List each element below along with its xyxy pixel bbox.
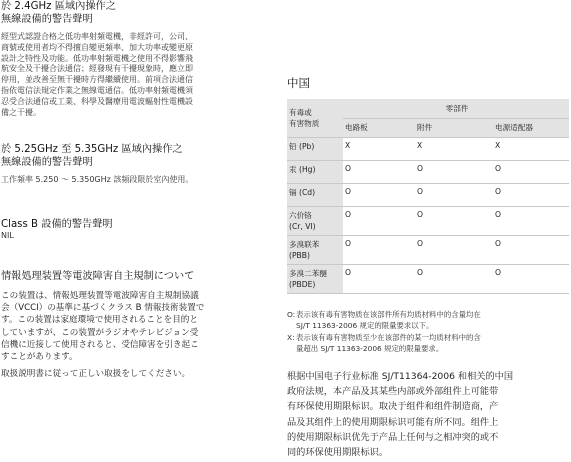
note-text — [296, 333, 481, 354]
table-row — [287, 264, 569, 293]
substance-cell — [287, 235, 343, 264]
presence-cell: O — [343, 206, 415, 235]
body-line: 備之干擾。 — [1, 107, 41, 117]
section-heading: 情報処理装置等電波障害自主規制について — [1, 271, 195, 282]
china-eco-paragraph — [287, 369, 569, 460]
body-line: 航安全及干擾合法通信；經發現有干擾現象時，應立即 — [1, 64, 193, 74]
table-header-substance — [287, 99, 343, 137]
body-line: 停用，並改善至無干擾時方得繼續使用。前項合法通信 — [1, 75, 193, 85]
note-x — [287, 333, 569, 354]
section-heading: 於 2.4GHz 區域內操作之 — [1, 1, 116, 12]
china-title: 中国 — [287, 76, 310, 90]
section-heading: Class B 設備的警告聲明 — [1, 219, 113, 230]
paragraph-line: 根据中国电子行业标准 SJ/T11364-2006 和相关的中国 — [287, 371, 514, 382]
body-line: していますが、この装置がラジオやテレビジョン受 — [1, 327, 199, 338]
presence-cell: X — [343, 137, 415, 160]
header-line: 有毒或 — [289, 107, 312, 117]
section-body — [1, 290, 273, 363]
paragraph-line: 品及其组件上的使用期限标识可能有所不同。组件上 — [287, 416, 499, 428]
table-header-part: 电路板 — [343, 118, 415, 137]
hazardous-substances-table — [287, 99, 569, 294]
section-tail: 取扱説明書に従って正しい取扱をしてください。 — [1, 369, 191, 380]
class-b-section — [1, 218, 273, 242]
note-key: X: — [287, 333, 295, 342]
presence-cell: O — [493, 264, 569, 293]
body-line: この装置は、情報処理装置等電波障害自主規制協議 — [1, 291, 199, 301]
table-row — [287, 137, 569, 160]
paragraph-line: 政府法规，本产品及其某些内部或外部组件上可能带 — [287, 386, 499, 398]
note-line: 表示该有毒有害物质至少在该部件的某一均质材料中的含 — [296, 333, 481, 342]
note-o — [287, 310, 569, 331]
note-text — [296, 310, 481, 331]
paragraph-line: 有环保使用期限标识。取决于组件和组件制造商，产 — [287, 401, 499, 413]
body-line: 会（VCCI）の基準に基づくクラス B 情報技術装置で — [1, 303, 205, 314]
substance-line: (Cr, VI) — [289, 221, 316, 231]
presence-cell: O — [493, 235, 569, 264]
presence-cell: O — [343, 183, 415, 206]
substance-cell — [287, 206, 343, 235]
table-row — [287, 235, 569, 264]
taiwan-2-4ghz-section — [1, 0, 273, 118]
presence-cell: O — [415, 235, 493, 264]
body-line: 商號或使用者均不得擅自變更頻率、加大功率或變更原 — [1, 42, 193, 52]
body-line: 忍受合法通信或工業、科學及醫療用電波輻射性電機設 — [1, 96, 193, 106]
section-heading: 無線設備的警告聲明 — [1, 157, 93, 168]
section-body: NIL — [1, 231, 14, 240]
presence-cell: O — [415, 264, 493, 293]
note-line: 量超出 SJ/T 11363-2006 规定的限量要求。 — [296, 343, 444, 353]
substance-line: 汞 (Hg) — [289, 164, 316, 174]
substance-cell — [287, 137, 343, 160]
table-header-part: 附件 — [415, 118, 493, 137]
table-header-part: 电源适配器 — [493, 118, 569, 137]
presence-cell: O — [493, 160, 569, 183]
substance-line: 多溴二苯醚 — [289, 268, 327, 278]
body-line: 指依電信法規定作業之無線電通信。低功率射頻電機須 — [1, 85, 193, 95]
table-row — [287, 206, 569, 235]
substance-line: 六价铬 — [289, 210, 312, 220]
presence-cell: O — [343, 235, 415, 264]
body-line: 設計之特性及功能。低功率射頻電機之使用不得影響飛 — [1, 53, 193, 63]
vcci-section — [1, 270, 273, 380]
presence-cell: O — [415, 160, 493, 183]
substance-line: 铅 (Pb) — [289, 141, 315, 151]
presence-cell: O — [343, 264, 415, 293]
presence-cell: O — [493, 183, 569, 206]
body-line: すことがあります。 — [1, 352, 78, 363]
substance-cell — [287, 264, 343, 293]
section-body: 工作頻率 5.250 ～ 5.350GHz 該頻段限於室內使用。 — [1, 175, 194, 184]
paragraph-line: 的使用期限标识优先于产品上任何与之相冲突的或不 — [287, 431, 499, 443]
presence-cell: O — [493, 206, 569, 235]
substance-cell — [287, 183, 343, 206]
body-line: 信機に近接して使用されると、受信障害を引き起こ — [1, 339, 199, 350]
presence-cell: X — [415, 137, 493, 160]
body-line: す。この装置は家庭環境で使用されることを目的と — [1, 315, 198, 326]
body-line: 經型式認證合格之低功率射頻電機，非經許可，公司、 — [1, 32, 193, 41]
note-line: 表示该有毒有害物质在该部件所有均质材料中的含量均在 — [296, 310, 481, 319]
taiwan-5ghz-section — [1, 143, 273, 186]
substance-line: (PBB) — [289, 250, 310, 260]
paragraph-line: 同的环保使用期限标识。 — [287, 447, 389, 459]
presence-cell: X — [493, 137, 569, 160]
table-row — [287, 183, 569, 206]
header-line: 有害物质 — [289, 118, 320, 128]
section-body — [1, 32, 273, 118]
section-heading: 無線設備的警告聲明 — [1, 14, 93, 25]
presence-cell: O — [343, 160, 415, 183]
table-header-parts: 零部件 — [343, 99, 569, 118]
substance-line: (PBDE) — [289, 279, 316, 289]
note-line: SJ/T 11363-2006 规定的限量要求以下。 — [296, 320, 434, 330]
table-row — [287, 160, 569, 183]
table-notes — [287, 310, 569, 356]
note-key: O: — [287, 310, 296, 319]
substance-cell — [287, 160, 343, 183]
presence-cell: O — [415, 206, 493, 235]
section-heading: 於 5.25GHz 至 5.35GHz 區域內操作之 — [1, 144, 183, 155]
substance-line: 多溴联苯 — [289, 239, 320, 249]
presence-cell: O — [415, 183, 493, 206]
substance-line: 镉 (Cd) — [289, 187, 316, 197]
